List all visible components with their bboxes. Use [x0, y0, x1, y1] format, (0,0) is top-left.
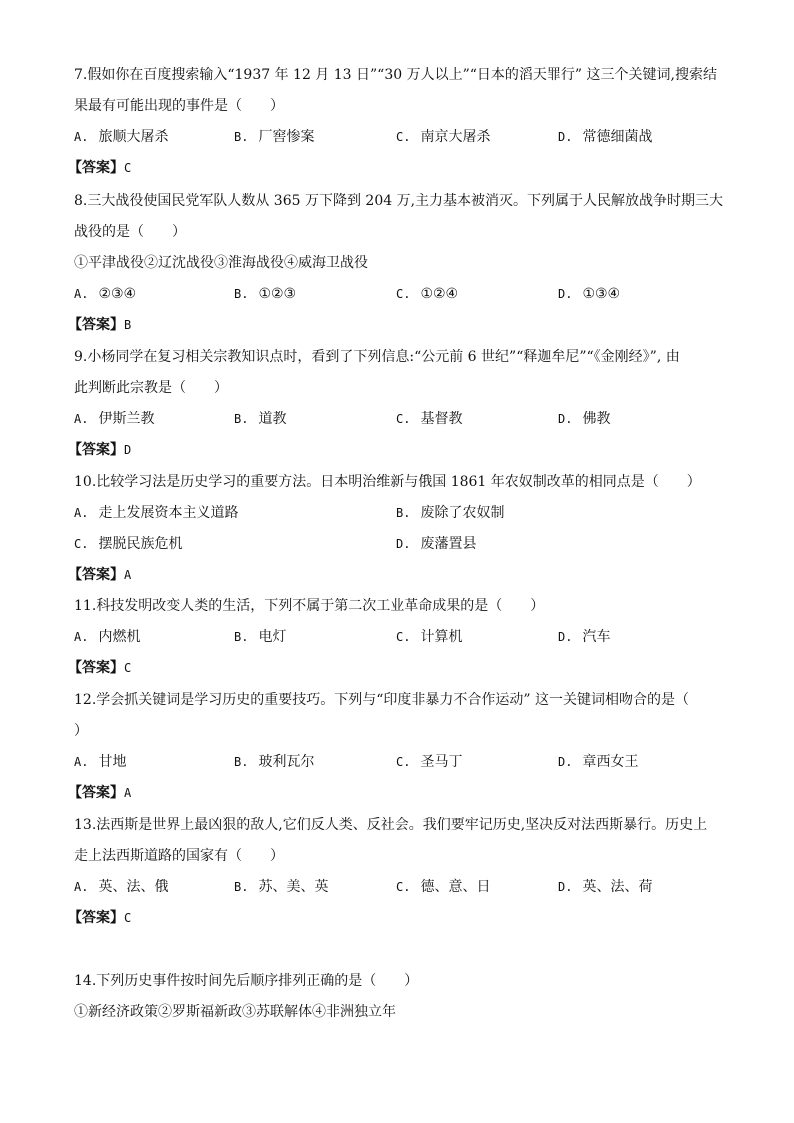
options-row: [74, 404, 724, 435]
question-14: [74, 966, 724, 1028]
options-row: [74, 529, 724, 560]
option-a: A. 英、法、俄: [74, 879, 169, 895]
option-c: C. 圣马丁: [396, 754, 463, 770]
question-10: [68, 467, 724, 591]
option-d: D. 废藩置县: [396, 536, 477, 552]
option-c: C. 计算机: [396, 629, 463, 645]
option-a: A. 内燃机: [74, 629, 141, 645]
question-stem: 此判断此宗教是（ ）: [74, 380, 228, 396]
option-b: B. ①②③: [234, 286, 297, 302]
question-stem: 战役的是（ ）: [74, 224, 186, 240]
question-stem: 9.小杨同学在复习相关宗教知识点时，看到了下列信息:“公元前 6 世纪”“释迦牟尼”“《金刚经》”, 由: [74, 349, 680, 365]
option-d: D. ①③④: [558, 286, 621, 302]
question-stem: 果最有可能出现的事件是（ ）: [74, 98, 284, 114]
question-12: [68, 685, 724, 809]
options-row: [74, 279, 724, 310]
question-stem: 11.科技发明改变人类的生活，下列不属于第二次工业革命成果的是（ ）: [74, 598, 545, 614]
question-9: [68, 342, 724, 466]
question-stem: ）: [74, 723, 88, 739]
answer-line: 【答案】B: [68, 317, 132, 333]
option-c: C. 德、意、日: [396, 879, 491, 895]
option-d: D. 英、法、荷: [558, 879, 653, 895]
question-stem: 7.假如你在百度搜索输入“1937 年 12 月 13 日”“30 万人以上”“日本的滔天罪行” 这三个关键词,搜索结: [74, 67, 717, 83]
options-row: [74, 122, 724, 153]
option-b: B. 玻利瓦尔: [234, 754, 315, 770]
question-7: [68, 60, 724, 184]
answer-line: 【答案】A: [68, 785, 132, 801]
option-c: C. 南京大屠杀: [396, 129, 491, 145]
question-8: [68, 186, 724, 341]
options-row: [74, 747, 724, 778]
answer-line: 【答案】D: [68, 442, 132, 458]
options-row: [74, 622, 724, 653]
option-d: D. 章西女王: [558, 754, 639, 770]
item-list: ①平津战役②辽沈战役③淮海战役④威海卫战役: [74, 255, 368, 271]
question-stem: 10.比较学习法是历史学习的重要方法。日本明治维新与俄国 1861 年农奴制改革的相同点是（ ）: [74, 474, 701, 490]
option-c: C. ①②④: [396, 286, 459, 302]
answer-line: 【答案】C: [68, 160, 132, 176]
options-row: [74, 498, 724, 529]
answer-line: 【答案】C: [68, 910, 132, 926]
option-b: B. 厂窖惨案: [234, 129, 315, 145]
question-stem: 13.法西斯是世界上最凶狠的敌人,它们反人类、反社会。我们要牢记历史,坚决反对法西斯暴行。历史上: [74, 817, 708, 833]
option-c: C. 摆脱民族危机: [74, 536, 183, 552]
option-a: A. 甘地: [74, 754, 127, 770]
option-b: B. 废除了农奴制: [396, 505, 505, 521]
option-b: B. 电灯: [234, 629, 287, 645]
question-stem: 走上法西斯道路的国家有（ ）: [74, 848, 284, 864]
question-11: [68, 591, 724, 684]
answer-line: 【答案】C: [68, 660, 132, 676]
option-a: A. 旅顺大屠杀: [74, 129, 169, 145]
option-d: D. 常德细菌战: [558, 129, 653, 145]
option-c: C. 基督教: [396, 411, 463, 427]
question-stem: 14.下列历史事件按时间先后顺序排列正确的是（ ）: [74, 973, 419, 989]
question-stem: 8.三大战役使国民党军队人数从 365 万下降到 204 万,主力基本被消灭。下列属于人民解放战争时期三大: [74, 193, 724, 209]
item-list: ①新经济政策②罗斯福新政③苏联解体④非洲独立年: [74, 1004, 396, 1020]
question-stem: 12.学会抓关键词是学习历史的重要技巧。下列与“印度非暴力不合作运动” 这一关键词相吻合的是（: [74, 692, 690, 708]
option-a: A. ②③④: [74, 286, 137, 302]
options-row: [74, 872, 724, 903]
option-b: B. 道教: [234, 411, 287, 427]
option-a: A. 伊斯兰教: [74, 411, 155, 427]
option-d: D. 佛教: [558, 411, 611, 427]
option-d: D. 汽车: [558, 629, 611, 645]
answer-line: 【答案】A: [68, 567, 132, 583]
option-a: A. 走上发展资本主义道路: [74, 505, 239, 521]
option-b: B. 苏、美、英: [234, 879, 329, 895]
question-13: [68, 810, 724, 934]
